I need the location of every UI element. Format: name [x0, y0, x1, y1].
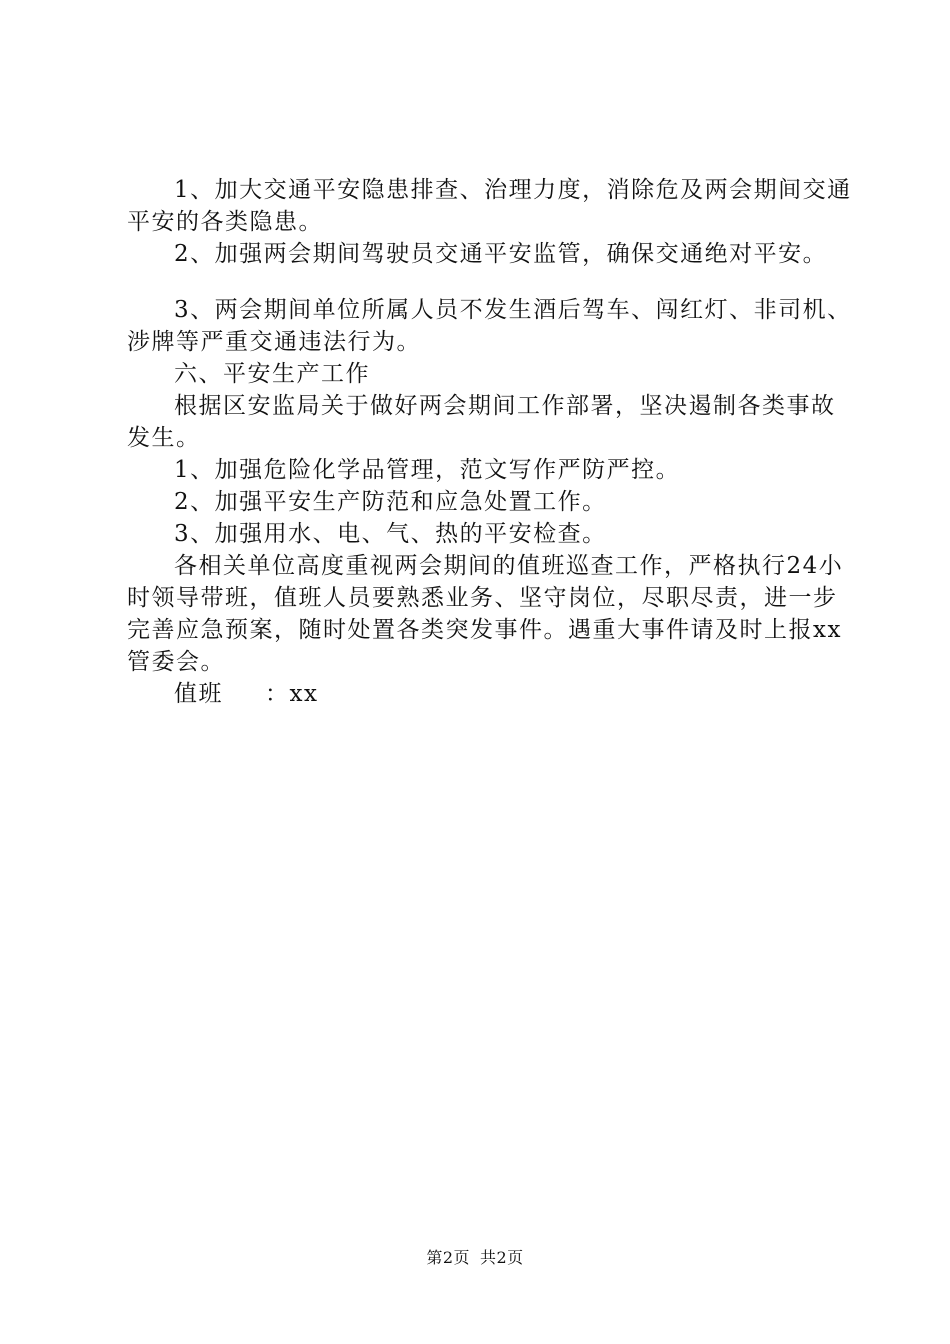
paragraph-gap: [127, 270, 857, 294]
paragraph-chemicals: 1、加强危险化学品管理，范文写作严防严控。: [174, 457, 681, 483]
duty-colon: ：: [265, 681, 290, 707]
page-number-total: 共2页: [480, 1248, 524, 1267]
document-body: [127, 174, 857, 710]
duty-line: [127, 678, 857, 710]
page-footer: [0, 1245, 950, 1268]
paragraph-traffic-violations: 3、两会期间单位所属人员不发生酒后驾车、闯红灯、非司机、涉牌等严重交通违法行为。: [127, 297, 852, 355]
paragraph-emergency-handling: 2、加强平安生产防范和应急处置工作。: [174, 489, 607, 515]
paragraph-driver-supervision: 2、加强两会期间驾驶员交通平安监管，确保交通绝对平安。: [174, 241, 828, 267]
page-number-current: 第2页: [426, 1248, 470, 1267]
section-heading-production-safety: 六、平安生产工作: [174, 361, 370, 387]
duty-label: 值班: [174, 681, 223, 707]
paragraph-duty-patrol: 各相关单位高度重视两会期间的值班巡查工作，严格执行24小时领导带班，值班人员要熟悉业务、坚守岗位，尽职尽责，进一步完善应急预案，随时处置各类突发事件。遇重大事件请及时上报xx管委会。: [127, 553, 844, 675]
paragraph-utility-inspection: 3、加强用水、电、气、热的平安检查。: [174, 521, 607, 547]
paragraph-traffic-hazard: 1、加大交通平安隐患排查、治理力度，消除危及两会期间交通平安的各类隐患。: [127, 177, 852, 235]
duty-value: xx: [289, 681, 319, 707]
paragraph-district-deployment: 根据区安监局关于做好两会期间工作部署，坚决遏制各类事故发生。: [127, 393, 836, 451]
